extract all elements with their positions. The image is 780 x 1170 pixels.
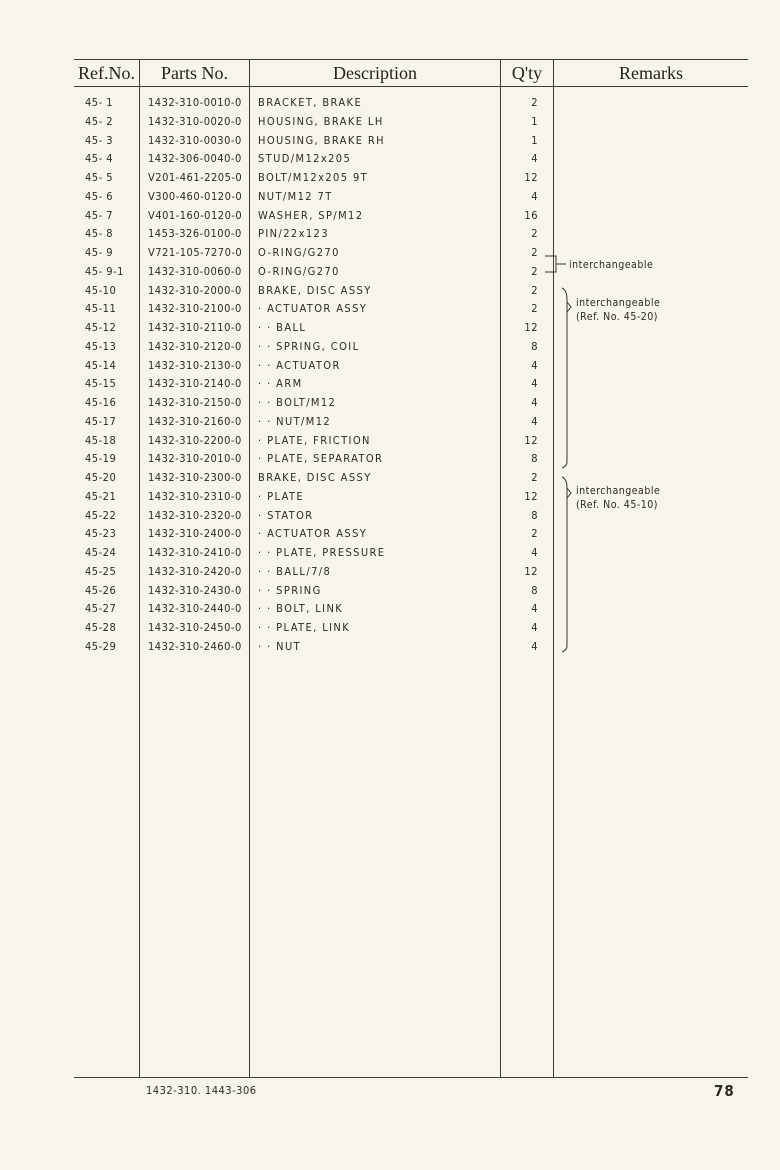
bracket-note1 — [545, 256, 566, 272]
parts-no-cell: 1432-310-2200-0 — [148, 433, 242, 447]
qty-cell: 2 — [531, 283, 538, 297]
ref-no-cell: 45-28 — [85, 621, 117, 634]
ref-no-cell: 45-13 — [85, 339, 117, 353]
ref-no-cell: 45- 9 — [85, 246, 114, 259]
parts-no-cell: 1432-310-2300-0 — [148, 471, 242, 484]
header-qty: Q'ty — [511, 63, 543, 83]
description-cell: · · BOLT/M12 — [258, 396, 337, 409]
parts-no-cell: 1432-310-2150-0 — [148, 396, 242, 409]
ref-no-cell: 45-27 — [85, 602, 117, 616]
ref-no-cell: 45-16 — [85, 396, 117, 409]
parts-no-cell: 1432-310-2160-0 — [148, 414, 242, 428]
description-cell: · · PLATE, PRESSURE — [258, 546, 386, 559]
qty-cell: 4 — [531, 414, 538, 428]
qty-cell: 4 — [531, 189, 538, 203]
ref-no-cell: 45-19 — [85, 452, 117, 466]
qty-cell: 4 — [531, 358, 538, 372]
description-cell: · · BALL — [258, 321, 307, 334]
parts-no-cell: 1432-310-2000-0 — [148, 283, 242, 297]
ref-no-cell: 45-23 — [85, 527, 117, 541]
parts-no-cell: 1432-310-2430-0 — [148, 583, 242, 597]
ref-no-cell: 45- 1 — [85, 96, 114, 109]
description-cell: NUT/M12 7T — [258, 189, 333, 203]
description-cell: · · ACTUATOR — [258, 358, 341, 372]
header-remarks: Remarks — [619, 63, 683, 83]
parts-no-cell: V721-105-7270-0 — [148, 246, 243, 259]
ref-no-cell: 45-18 — [85, 433, 117, 447]
qty-cell: 16 — [524, 208, 538, 222]
qty-cell: 2 — [531, 527, 538, 541]
description-cell: · · ARM — [258, 377, 303, 391]
ref-no-cell: 45- 5 — [85, 171, 114, 184]
description-cell: · · SPRING — [258, 583, 322, 597]
header-parts-no: Parts No. — [161, 63, 228, 83]
description-cell: BRAKE, DISC ASSY — [258, 471, 372, 484]
parts-no-cell: 1453-326-0100-0 — [148, 227, 242, 241]
qty-cell: 2 — [531, 471, 538, 484]
ref-no-cell: 45-22 — [85, 508, 117, 522]
qty-cell: 4 — [531, 152, 538, 166]
parts-no-cell: 1432-310-2410-0 — [148, 546, 242, 559]
description-cell: HOUSING, BRAKE RH — [258, 133, 386, 147]
description-cell: · · NUT — [258, 639, 302, 653]
qty-cell: 2 — [531, 96, 538, 109]
qty-cell: 8 — [531, 508, 538, 522]
parts-no-cell: V201-461-2205-0 — [148, 171, 243, 184]
qty-cell: 2 — [531, 264, 538, 278]
ref-no-cell: 45-24 — [85, 546, 117, 559]
description-cell: · ACTUATOR ASSY — [258, 527, 368, 541]
parts-no-cell: 1432-310-2110-0 — [148, 321, 242, 334]
qty-cell: 8 — [531, 452, 538, 466]
parts-no-cell: 1432-310-2120-0 — [148, 339, 242, 353]
description-cell: O-RING/G270 — [258, 246, 340, 259]
qty-cell: 8 — [531, 583, 538, 597]
parts-no-cell: 1432-310-2100-0 — [148, 302, 242, 316]
description-cell: BOLT/M12x205 9T — [258, 171, 369, 184]
description-cell: HOUSING, BRAKE LH — [258, 114, 384, 128]
remark-ref-45-10: (Ref. No. 45-10) — [576, 499, 658, 511]
description-cell: BRAKE, DISC ASSY — [258, 283, 372, 297]
ref-no-cell: 45-26 — [85, 583, 117, 597]
qty-cell: 12 — [524, 489, 538, 503]
qty-cell: 4 — [531, 396, 538, 409]
parts-no-cell: V401-160-0120-0 — [148, 208, 243, 222]
description-cell: · · SPRING, COIL — [258, 339, 360, 353]
parts-no-cell: 1432-310-2420-0 — [148, 564, 242, 578]
description-cell: · · BOLT, LINK — [258, 602, 344, 616]
parts-no-cell: 1432-310-0030-0 — [148, 133, 242, 147]
ref-no-cell: 45-15 — [85, 377, 117, 391]
ref-no-cell: 45- 4 — [85, 152, 114, 166]
ref-no-cell: 45- 2 — [85, 114, 114, 128]
qty-cell: 4 — [531, 546, 538, 559]
ref-no-cell: 45-10 — [85, 283, 117, 297]
description-cell: PIN/22x123 — [258, 227, 329, 241]
header-ref-no: Ref.No. — [78, 63, 135, 83]
parts-no-cell: 1432-310-2400-0 — [148, 527, 242, 541]
qty-cell: 4 — [531, 377, 538, 391]
description-cell: O-RING/G270 — [258, 264, 340, 278]
description-cell: · ACTUATOR ASSY — [258, 302, 368, 316]
description-cell: · · BALL/7/8 — [258, 564, 332, 578]
qty-cell: 4 — [531, 621, 538, 634]
bracket-note3-tip — [567, 488, 571, 498]
description-cell: · PLATE, SEPARATOR — [258, 452, 384, 466]
ref-no-cell: 45- 9-1 — [85, 264, 124, 278]
qty-cell: 4 — [531, 602, 538, 616]
description-cell: · PLATE, FRICTION — [258, 433, 371, 447]
qty-cell: 1 — [531, 114, 538, 128]
ref-no-cell: 45- 3 — [85, 133, 114, 147]
qty-cell: 2 — [531, 227, 538, 241]
remark-ref-45-20: (Ref. No. 45-20) — [576, 311, 658, 323]
parts-no-cell: 1432-310-0020-0 — [148, 114, 242, 128]
qty-cell: 12 — [524, 171, 538, 184]
bracket-note2-tip — [567, 302, 571, 312]
ref-no-cell: 45-25 — [85, 564, 117, 578]
ref-no-cell: 45-12 — [85, 321, 117, 334]
ref-no-cell: 45- 6 — [85, 189, 114, 203]
parts-no-cell: V300-460-0120-0 — [148, 189, 243, 203]
footer-model-codes: 1432-310. 1443-306 — [146, 1084, 257, 1097]
remark-interchangeable-1: interchangeable — [569, 259, 654, 271]
description-cell: STUD/M12x205 — [258, 152, 352, 166]
qty-cell: 2 — [531, 302, 538, 316]
remark-interchangeable-3: interchangeable — [576, 485, 661, 497]
ref-no-cell: 45-29 — [85, 639, 117, 653]
parts-no-cell: 1432-310-2450-0 — [148, 621, 242, 634]
header-description: Description — [333, 63, 417, 83]
description-cell: · · NUT/M12 — [258, 414, 332, 428]
qty-cell: 2 — [531, 246, 538, 259]
parts-no-cell: 1432-310-0010-0 — [148, 96, 242, 109]
parts-no-cell: 1432-310-2310-0 — [148, 489, 242, 503]
qty-cell: 4 — [531, 639, 538, 653]
parts-no-cell: 1432-310-0060-0 — [148, 264, 242, 278]
parts-no-cell: 1432-310-2130-0 — [148, 358, 242, 372]
qty-cell: 12 — [524, 433, 538, 447]
qty-cell: 1 — [531, 133, 538, 147]
description-cell: · · PLATE, LINK — [258, 621, 351, 634]
page-number: 78 — [714, 1082, 735, 1100]
qty-cell: 12 — [524, 564, 538, 578]
description-cell: WASHER, SP/M12 — [258, 208, 364, 222]
ref-no-cell: 45-14 — [85, 358, 117, 372]
bracket-note2 — [562, 288, 567, 468]
description-cell: BRACKET, BRAKE — [258, 96, 363, 109]
parts-no-cell: 1432-310-2440-0 — [148, 602, 242, 616]
ref-no-cell: 45- 7 — [85, 208, 114, 222]
qty-cell: 8 — [531, 339, 538, 353]
ref-no-cell: 45-20 — [85, 471, 117, 484]
parts-no-cell: 1432-306-0040-0 — [148, 152, 242, 166]
ref-no-cell: 45-11 — [85, 302, 117, 316]
remark-interchangeable-2: interchangeable — [576, 297, 661, 309]
ref-no-cell: 45-17 — [85, 414, 117, 428]
ref-no-cell: 45- 8 — [85, 227, 114, 241]
qty-cell: 12 — [524, 321, 538, 334]
description-cell: · PLATE — [258, 489, 305, 503]
parts-no-cell: 1432-310-2010-0 — [148, 452, 242, 466]
parts-no-cell: 1432-310-2320-0 — [148, 508, 242, 522]
parts-no-cell: 1432-310-2460-0 — [148, 639, 242, 653]
bracket-note3 — [562, 477, 567, 652]
parts-no-cell: 1432-310-2140-0 — [148, 377, 242, 391]
ref-no-cell: 45-21 — [85, 489, 117, 503]
description-cell: · STATOR — [258, 508, 314, 522]
